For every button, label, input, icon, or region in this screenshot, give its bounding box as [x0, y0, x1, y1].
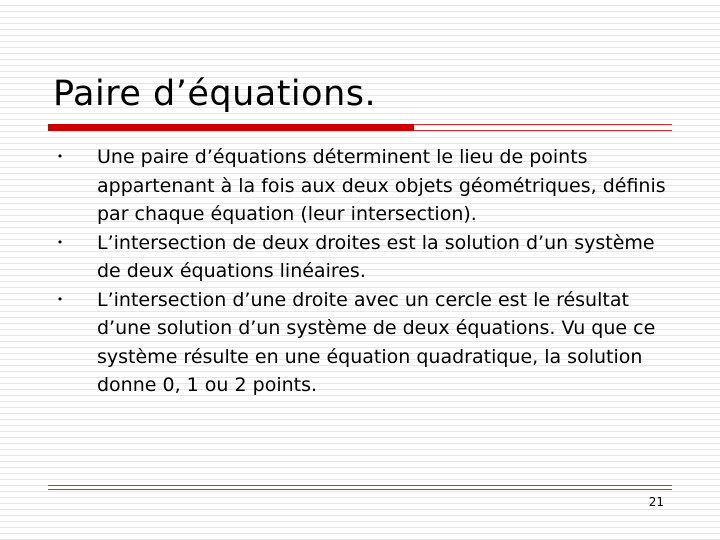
title-underline-bar — [48, 124, 414, 131]
bullet-dot-icon: • — [56, 292, 64, 306]
bullet-text: Une paire d’équations déterminent le lieu de points appartenant à la fois aux deux objets géométriques, définis par chaque équation (leur intersection). — [97, 146, 666, 225]
slide-number: 21 — [648, 495, 664, 509]
bullet-dot-icon: • — [56, 150, 64, 163]
title-rule-line-bottom — [414, 130, 672, 131]
bullet-text: L’intersection de deux droites est la solution d’un système de deux équations linéaires. — [97, 231, 655, 282]
slide-title: Paire d’équations. — [53, 74, 377, 114]
bullet-text: L’intersection d’une droite avec un cercle est le résultat d’une solution d’un système de deux équations. Vu que ce système résulte en une équation quadratique, la solution donne 0, 1 ou 2 points. — [97, 288, 656, 396]
footer-rule-line-bottom — [48, 489, 672, 490]
bullet-item — [0, 286, 670, 400]
title-rule-line-top — [414, 124, 672, 125]
bullet-item — [0, 143, 670, 229]
bullet-item — [0, 229, 670, 286]
bullet-list — [0, 143, 720, 400]
bullet-dot-icon: • — [56, 235, 64, 249]
footer-rule-line-top — [48, 485, 672, 486]
